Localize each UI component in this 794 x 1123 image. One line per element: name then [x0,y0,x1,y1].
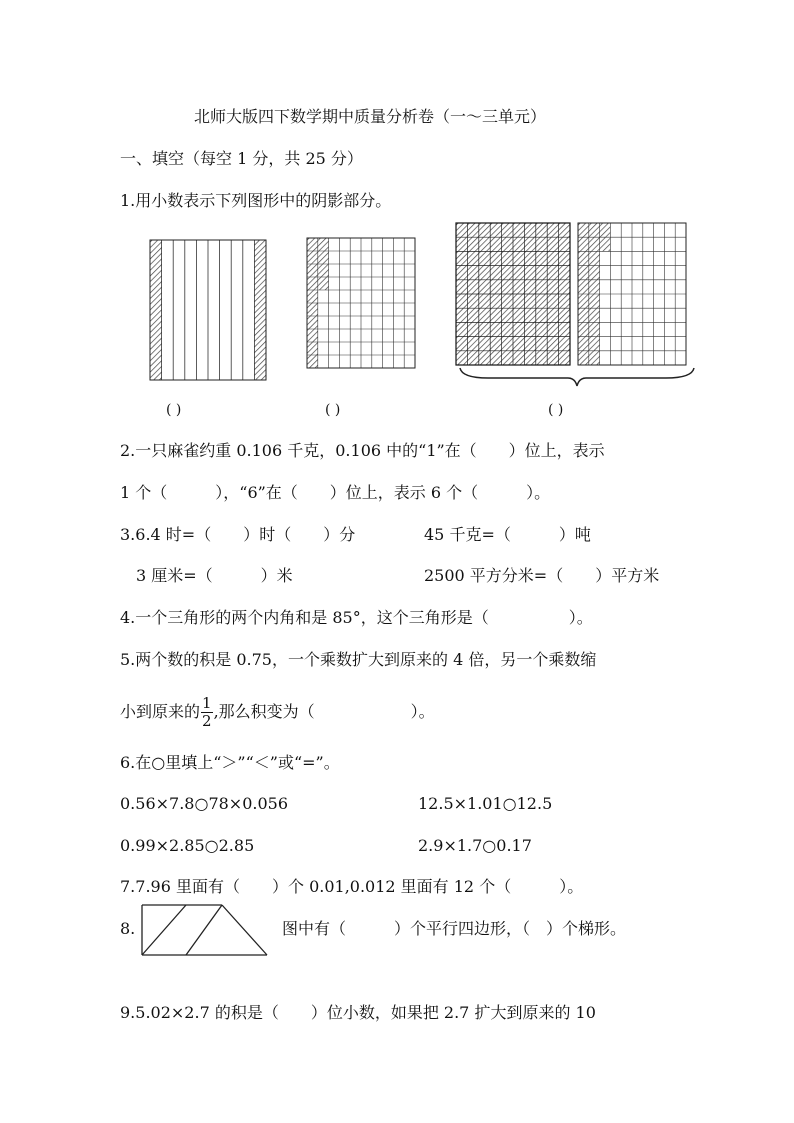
question-2-line-1: 2.一只麻雀约重 0.106 千克，0.106 中的“1”在（ ）位上，表示 [120,441,605,460]
question-5-line-2 [120,694,435,730]
figure-grid-3 [576,221,688,367]
question-8-text: 图中有（ ）个平行四边形，（ ）个梯形。 [282,919,627,938]
question-8-number: 8. [120,919,136,938]
question-6: 6.在○里填上“＞”“＜”或“=”。 [120,753,340,772]
question-3-c: 3 厘米=（ ）米 [136,566,293,585]
answer-blank-1[interactable]: ( ) [166,402,182,418]
question-6-a: 0.56×7.8○78×0.056 [120,794,289,813]
question-3-b: 45 千克=（ ）吨 [424,525,591,544]
question-6-c: 0.99×2.85○2.85 [120,836,255,855]
answer-blank-3[interactable]: ( ) [548,402,564,418]
figure-grid-2 [454,221,572,367]
brace-icon [458,366,696,388]
figure-trapezoid [140,902,270,958]
section-heading: 一、填空（每空 1 分，共 25 分） [120,149,363,168]
question-7: 7.7.96 里面有（ ）个 0.01,0.012 里面有 12 个（ ）。 [120,877,584,896]
question-4: 4.一个三角形的两个内角和是 85°，这个三角形是（ ）。 [120,608,593,627]
page-title: 北师大版四下数学期中质量分析卷（一～三单元） [194,107,547,126]
fraction-numerator: 1 [202,694,212,712]
fraction-denominator: 2 [202,712,212,730]
answer-blank-2[interactable]: ( ) [325,402,341,418]
question-6-b: 12.5×1.01○12.5 [418,794,553,813]
figure-grid-1 [305,236,417,370]
question-5-post: ,那么积变为（ ）。 [213,702,435,721]
question-3-a: 3.6.4 时=（ ）时（ ）分 [120,525,356,544]
question-9: 9.5.02×2.7 的积是（ ）位小数，如果把 2.7 扩大到原来的 10 [120,1003,596,1022]
question-5-line-1: 5.两个数的积是 0.75，一个乘数扩大到原来的 4 倍，另一个乘数缩 [120,650,597,669]
question-1: 1.用小数表示下列图形中的阴影部分。 [120,191,392,210]
figure-strips [148,238,268,384]
question-6-d: 2.9×1.7○0.17 [418,836,532,855]
question-2-line-2: 1 个（ ），“6”在（ ）位上，表示 6 个（ ）。 [120,483,551,502]
fraction-one-half [201,695,213,730]
question-3-d: 2500 平方分米=（ ）平方米 [424,566,660,585]
question-5-pre: 小到原来的 [120,702,201,721]
